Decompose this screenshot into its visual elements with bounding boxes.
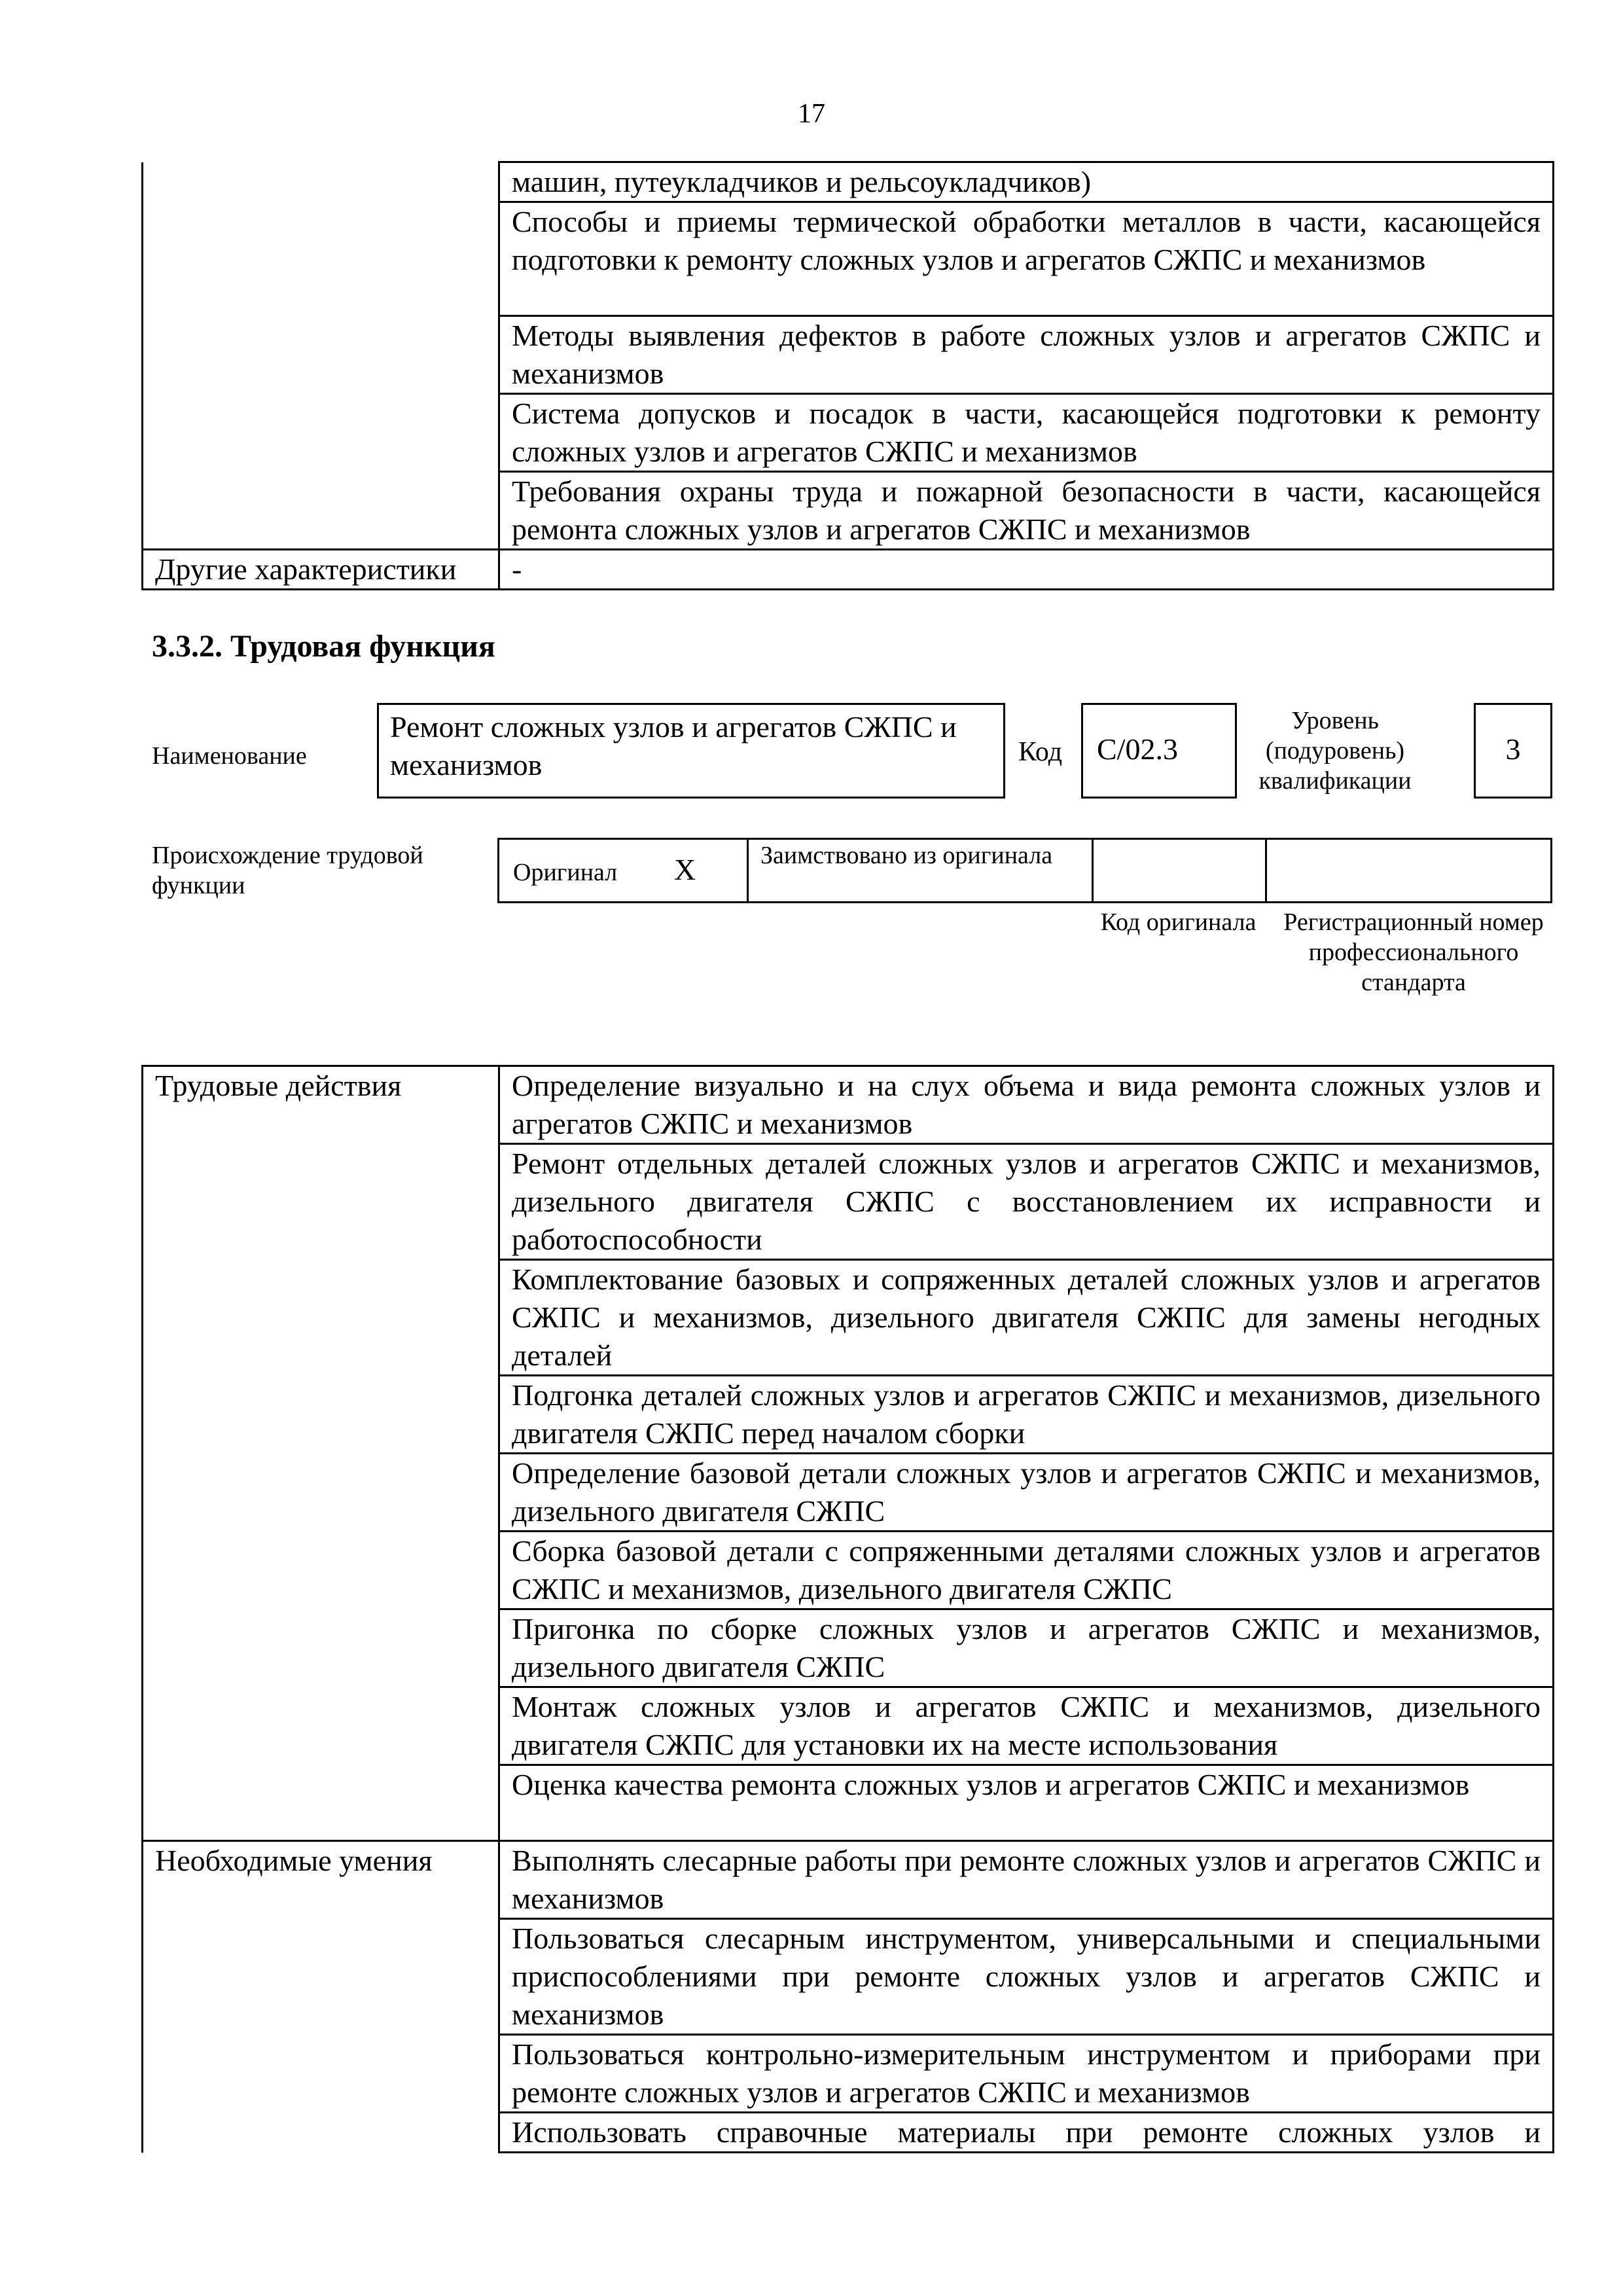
skill-item: Выполнять слесарные работы при ремонте сложных узлов и агрегатов СЖПС и механизмов xyxy=(499,1841,1554,1919)
knowledge-item: Способы и приемы термической обработки металлов в части, касающейся подготовки к ремонту сложных узлов и агрегатов СЖПС и механизмов xyxy=(499,202,1554,316)
knowledge-label-cell xyxy=(143,162,499,550)
function-table xyxy=(141,1065,1554,2153)
action-item: Комплектование базовых и сопряженных деталей сложных узлов и агрегатов СЖПС и механизмов, дизельного двигателя СЖПС для замены негодных деталей xyxy=(499,1260,1554,1376)
skills-label: Необходимые умения xyxy=(143,1841,499,2153)
action-item: Пригонка по сборке сложных узлов и агрегатов СЖПС и механизмов, дизельного двигателя СЖПС xyxy=(499,1609,1554,1687)
action-item: Подгонка деталей сложных узлов и агрегатов СЖПС и механизмов, дизельного двигателя СЖПС перед началом сборки xyxy=(499,1376,1554,1454)
actions-label: Трудовые действия xyxy=(143,1066,499,1841)
knowledge-item: Система допусков и посадок в части, касающейся подготовки к ремонту сложных узлов и агрегатов СЖПС и механизмов xyxy=(499,394,1554,472)
action-item: Определение базовой детали сложных узлов и агрегатов СЖПС и механизмов, дизельного двигателя СЖПС xyxy=(499,1454,1554,1532)
name-label: Наименование xyxy=(152,742,307,770)
level-value: 3 xyxy=(1505,732,1521,766)
code-value: C/02.3 xyxy=(1097,732,1178,766)
skill-item: Пользоваться слесарным инструментом, универсальными и специальными приспособлениями при ремонте сложных узлов и агрегатов СЖПС и механизмов xyxy=(499,1919,1554,2035)
origin-divider xyxy=(747,838,749,903)
page-number: 17 xyxy=(798,99,825,129)
knowledge-item: машин, путеукладчиков и рельсоукладчиков) xyxy=(499,162,1554,202)
origin-divider xyxy=(1092,838,1094,903)
name-value: Ремонт сложных узлов и агрегатов СЖПС и механизмов xyxy=(390,710,957,781)
code-label: Код xyxy=(1018,737,1063,767)
origin-divider xyxy=(1265,838,1267,903)
other-characteristics-value: - xyxy=(499,550,1554,590)
action-item: Ремонт отдельных деталей сложных узлов и агрегатов СЖПС и механизмов, дизельного двигателя СЖПС с восстановлением их исправности и работоспособности xyxy=(499,1144,1554,1260)
level-label: Уровень (подуровень) квалификации xyxy=(1258,707,1412,795)
action-item: Определение визуально и на слух объема и вида ремонта сложных узлов и агрегатов СЖПС и механизмов xyxy=(499,1066,1554,1144)
section-title: 3.3.2. Трудовая функция xyxy=(152,629,495,664)
action-item: Сборка базовой детали с сопряженными деталями сложных узлов и агрегатов СЖПС и механизмов, дизельного двигателя СЖПС xyxy=(499,1532,1554,1609)
original-mark: X xyxy=(674,853,696,886)
original-label: Оригинал xyxy=(513,859,618,886)
action-item: Монтаж сложных узлов и агрегатов СЖПС и механизмов, дизельного двигателя СЖПС для установки их на месте использования xyxy=(499,1687,1554,1765)
action-item: Оценка качества ремонта сложных узлов и агрегатов СЖПС и механизмов xyxy=(499,1765,1554,1841)
knowledge-item: Методы выявления дефектов в работе сложных узлов и агрегатов СЖПС и механизмов xyxy=(499,316,1554,394)
reg-number-caption: Регистрационный номер профессионального стандарта xyxy=(1283,908,1544,996)
knowledge-item: Требования охраны труда и пожарной безопасности в части, касающейся ремонта сложных узлов и агрегатов СЖПС и механизмов xyxy=(499,472,1554,550)
knowledge-table xyxy=(141,161,1554,590)
code-original-caption: Код оригинала xyxy=(1100,908,1257,936)
skill-item: Пользоваться контрольно-измерительным инструментом и приборами при ремонте сложных узлов и агрегатов СЖПС и механизмов xyxy=(499,2035,1554,2113)
origin-label: Происхождение трудовой функции xyxy=(152,842,423,899)
borrowed-label: Заимствовано из оригинала xyxy=(760,842,1053,869)
other-characteristics-label: Другие характеристики xyxy=(143,550,499,590)
skill-item: Использовать справочные материалы при ремонте сложных узлов и xyxy=(499,2113,1554,2153)
